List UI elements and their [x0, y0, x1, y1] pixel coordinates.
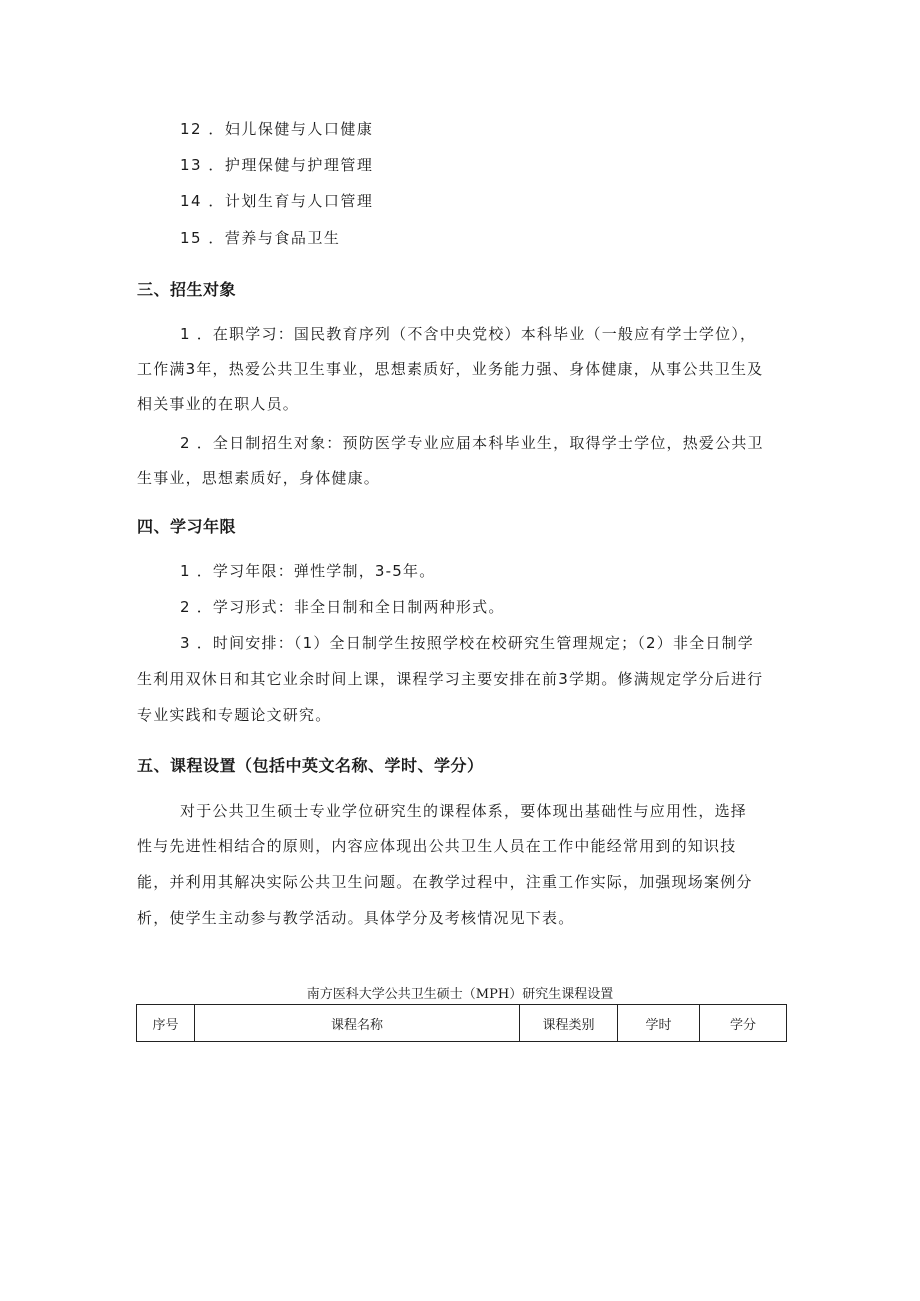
table-caption: 南方医科大学公共卫生硕士（MPH）研究生课程设置 [306, 987, 614, 1002]
header-cell-hours: 学时 [618, 1005, 700, 1042]
paragraph-line: 3 ．时间安排：（1）全日制学生按照学校在校研究生管理规定；（2）非全日制学 [180, 634, 755, 652]
header-cell-credits: 学分 [700, 1005, 787, 1042]
list-item-14: 14 ．计划生育与人口管理 [180, 192, 374, 210]
paragraph-line: 工作满3年，热爱公共卫生事业，思想素质好，业务能力强、身体健康，从事公共卫生及 [137, 360, 764, 378]
list-item: 1 ．学习年限：弹性学制，3-5年。 [180, 562, 436, 580]
section-heading-study-duration: 四、学习年限 [137, 517, 237, 536]
header-cell-index: 序号 [137, 1005, 195, 1042]
paragraph-line: 2 ．全日制招生对象：预防医学专业应届本科毕业生，取得学士学位，热爱公共卫 [180, 434, 764, 452]
paragraph-line: 1 ．在职学习：国民教育序列（不含中央党校）本科毕业（一般应有学士学位）， [180, 325, 757, 343]
paragraph-line: 生事业，思想素质好，身体健康。 [137, 469, 381, 487]
paragraph-line: 能，并利用其解决实际公共卫生问题。在教学过程中，注重工作实际，加强现场案例分 [137, 873, 753, 891]
section-heading-enrollment: 三、招生对象 [137, 280, 237, 299]
course-table [136, 1004, 787, 1042]
list-item-12: 12 ．妇儿保健与人口健康 [180, 120, 374, 138]
paragraph-line: 相关事业的在职人员。 [137, 395, 300, 413]
list-item: 2 ．学习形式：非全日制和全日制两种形式。 [180, 598, 505, 616]
table-header-row [137, 1005, 787, 1042]
section-heading-curriculum: 五、课程设置（包括中英文名称、学时、学分） [137, 756, 484, 775]
paragraph-line: 生利用双休日和其它业余时间上课，课程学习主要安排在前3学期。修满规定学分后进行 [137, 670, 764, 688]
list-item-13: 13 ．护理保健与护理管理 [180, 156, 374, 174]
paragraph-line: 专业实践和专题论文研究。 [137, 706, 332, 724]
header-cell-course-name: 课程名称 [195, 1005, 520, 1042]
list-item-15: 15 ．营养与食品卫生 [180, 229, 341, 247]
paragraph-line: 对于公共卫生硕士专业学位研究生的课程体系，要体现出基础性与应用性，选择 [180, 802, 748, 820]
header-cell-course-type: 课程类别 [520, 1005, 618, 1042]
paragraph-line: 析，使学生主动参与教学活动。具体学分及考核情况见下表。 [137, 909, 575, 927]
paragraph-line: 性与先进性相结合的原则，内容应体现出公共卫生人员在工作中能经常用到的知识技 [137, 837, 737, 855]
